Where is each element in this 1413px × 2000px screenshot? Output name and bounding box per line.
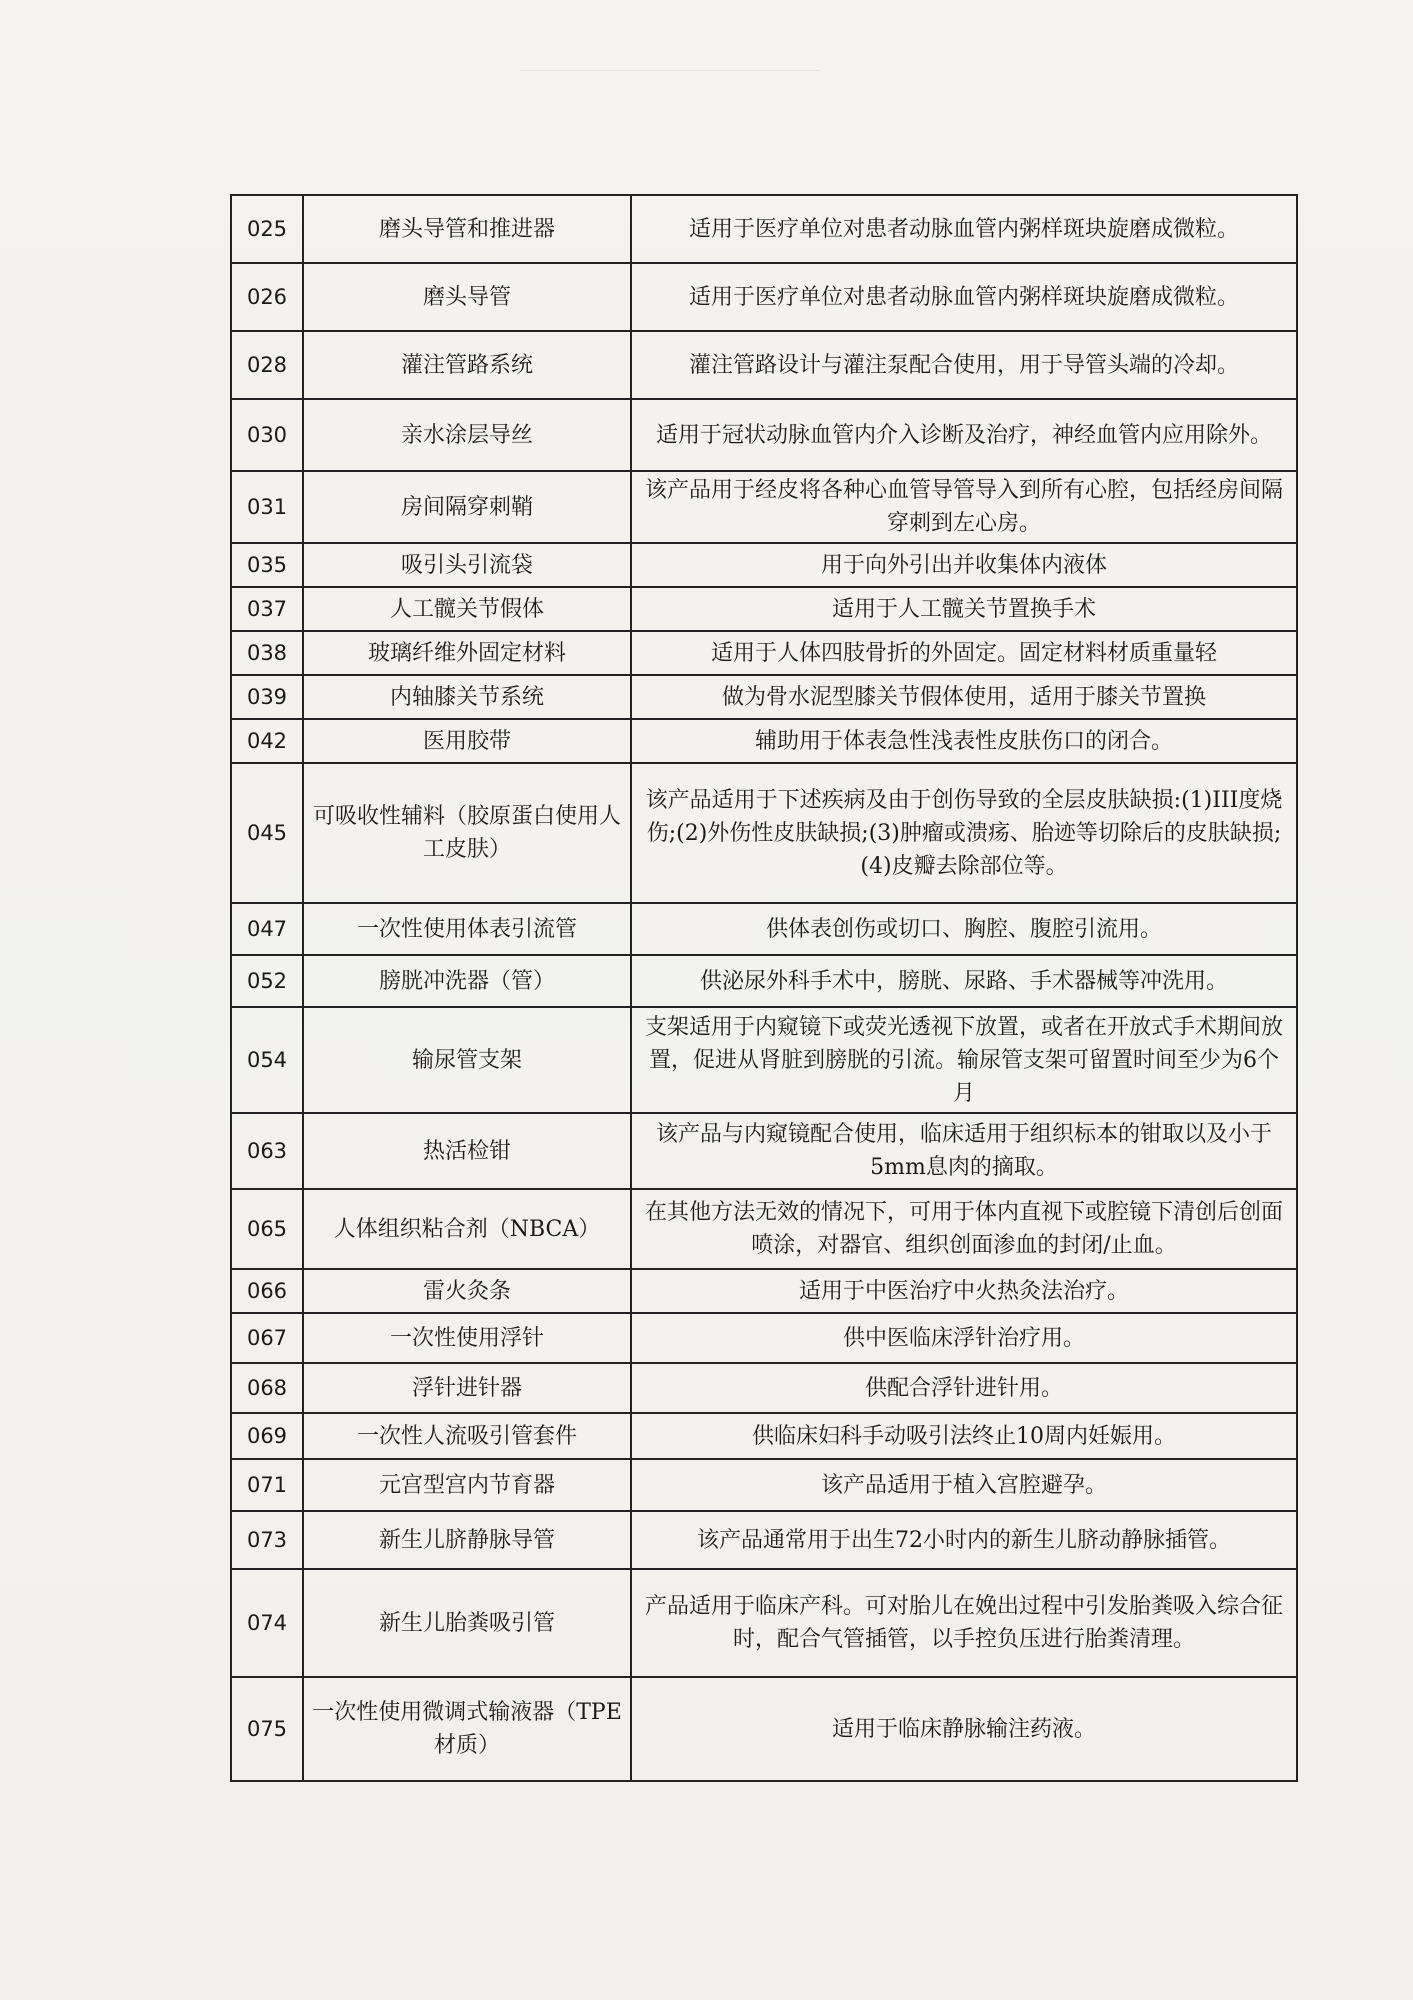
row-name: 医用胶带: [303, 719, 631, 763]
row-desc: 适用于医疗单位对患者动脉血管内粥样斑块旋磨成微粒。: [631, 263, 1297, 331]
row-desc: 该产品用于经皮将各种心血管导管导入到所有心腔，包括经房间隔穿刺到左心房。: [631, 471, 1297, 543]
row-code: 074: [231, 1569, 303, 1677]
row-name: 元宫型宫内节育器: [303, 1459, 631, 1511]
table-row: [231, 1269, 1297, 1313]
row-code: 042: [231, 719, 303, 763]
row-name: 一次性使用微调式输液器（TPE材质）: [303, 1677, 631, 1781]
table-row: [231, 1007, 1297, 1113]
table-row: [231, 719, 1297, 763]
row-name: 吸引头引流袋: [303, 543, 631, 587]
row-name: 可吸收性辅料（胶原蛋白使用人工皮肤）: [303, 763, 631, 903]
product-table: [230, 194, 1298, 1782]
table-row: [231, 675, 1297, 719]
row-name: 一次性人流吸引管套件: [303, 1413, 631, 1459]
row-name: 雷火灸条: [303, 1269, 631, 1313]
row-desc: 灌注管路设计与灌注泵配合使用，用于导管头端的冷却。: [631, 331, 1297, 399]
row-desc: 支架适用于内窥镜下或荧光透视下放置，或者在开放式手术期间放置，促进从肾脏到膀胱的引流。输尿管支架可留置时间至少为6个月: [631, 1007, 1297, 1113]
row-name: 一次性使用体表引流管: [303, 903, 631, 955]
row-name: 膀胱冲洗器（管）: [303, 955, 631, 1007]
table-row: [231, 1511, 1297, 1569]
row-desc: 在其他方法无效的情况下，可用于体内直视下或腔镜下清创后创面喷涂，对器官、组织创面渗血的封闭/止血。: [631, 1189, 1297, 1269]
row-desc: 该产品通常用于出生72小时内的新生儿脐动静脉插管。: [631, 1511, 1297, 1569]
row-code: 037: [231, 587, 303, 631]
table-row: [231, 1459, 1297, 1511]
row-desc: 供泌尿外科手术中，膀胱、尿路、手术器械等冲洗用。: [631, 955, 1297, 1007]
row-code: 063: [231, 1113, 303, 1189]
row-desc: 适用于人体四肢骨折的外固定。固定材料材质重量轻: [631, 631, 1297, 675]
row-desc: 适用于中医治疗中火热灸法治疗。: [631, 1269, 1297, 1313]
table-row: [231, 1313, 1297, 1363]
table-row: [231, 587, 1297, 631]
table-row: [231, 1363, 1297, 1413]
row-name: 亲水涂层导丝: [303, 399, 631, 471]
row-code: 071: [231, 1459, 303, 1511]
row-code: 026: [231, 263, 303, 331]
row-desc: 适用于人工髋关节置换手术: [631, 587, 1297, 631]
row-desc: 供配合浮针进针用。: [631, 1363, 1297, 1413]
table-row: [231, 263, 1297, 331]
row-name: 输尿管支架: [303, 1007, 631, 1113]
row-code: 054: [231, 1007, 303, 1113]
row-name: 房间隔穿刺鞘: [303, 471, 631, 543]
row-name: 磨头导管: [303, 263, 631, 331]
row-desc: 做为骨水泥型膝关节假体使用，适用于膝关节置换: [631, 675, 1297, 719]
product-table-body: [231, 195, 1297, 1781]
table-row: [231, 331, 1297, 399]
row-desc: 适用于医疗单位对患者动脉血管内粥样斑块旋磨成微粒。: [631, 195, 1297, 263]
row-desc: 辅助用于体表急性浅表性皮肤伤口的闭合。: [631, 719, 1297, 763]
row-code: 066: [231, 1269, 303, 1313]
row-desc: 用于向外引出并收集体内液体: [631, 543, 1297, 587]
row-name: 浮针进针器: [303, 1363, 631, 1413]
table-row: [231, 1569, 1297, 1677]
table-row: [231, 543, 1297, 587]
row-name: 人工髋关节假体: [303, 587, 631, 631]
row-desc: 适用于临床静脉输注药液。: [631, 1677, 1297, 1781]
row-desc: 供临床妇科手动吸引法终止10周内妊娠用。: [631, 1413, 1297, 1459]
row-name: 人体组织粘合剂（NBCA）: [303, 1189, 631, 1269]
table-row: [231, 1413, 1297, 1459]
row-desc: 适用于冠状动脉血管内介入诊断及治疗，神经血管内应用除外。: [631, 399, 1297, 471]
row-desc: 产品适用于临床产科。可对胎儿在娩出过程中引发胎粪吸入综合征时，配合气管插管，以手控负压进行胎粪清理。: [631, 1569, 1297, 1677]
table-row: [231, 1677, 1297, 1781]
row-desc: 该产品适用于下述疾病及由于创伤导致的全层皮肤缺损:(1)III度烧伤;(2)外伤性皮肤缺损;(3)肿瘤或溃疡、胎迹等切除后的皮肤缺损;(4)皮瓣去除部位等。: [631, 763, 1297, 903]
row-code: 031: [231, 471, 303, 543]
row-code: 045: [231, 763, 303, 903]
row-code: 039: [231, 675, 303, 719]
table-row: [231, 955, 1297, 1007]
row-name: 灌注管路系统: [303, 331, 631, 399]
row-name: 玻璃纤维外固定材料: [303, 631, 631, 675]
row-code: 073: [231, 1511, 303, 1569]
row-name: 磨头导管和推进器: [303, 195, 631, 263]
table-row: [231, 763, 1297, 903]
row-code: 065: [231, 1189, 303, 1269]
row-code: 047: [231, 903, 303, 955]
row-code: 068: [231, 1363, 303, 1413]
row-desc: 供中医临床浮针治疗用。: [631, 1313, 1297, 1363]
table-row: [231, 1113, 1297, 1189]
row-name: 新生儿脐静脉导管: [303, 1511, 631, 1569]
row-desc: 该产品与内窥镜配合使用，临床适用于组织标本的钳取以及小于5mm息肉的摘取。: [631, 1113, 1297, 1189]
row-code: 028: [231, 331, 303, 399]
row-name: 新生儿胎粪吸引管: [303, 1569, 631, 1677]
row-code: 075: [231, 1677, 303, 1781]
row-desc: 该产品适用于植入宫腔避孕。: [631, 1459, 1297, 1511]
row-code: 052: [231, 955, 303, 1007]
table-row: [231, 471, 1297, 543]
table-row: [231, 1189, 1297, 1269]
row-code: 025: [231, 195, 303, 263]
row-name: 热活检钳: [303, 1113, 631, 1189]
row-name: 内轴膝关节系统: [303, 675, 631, 719]
table-row: [231, 631, 1297, 675]
table-row: [231, 195, 1297, 263]
table-row: [231, 903, 1297, 955]
row-code: 030: [231, 399, 303, 471]
row-code: 038: [231, 631, 303, 675]
row-desc: 供体表创伤或切口、胸腔、腹腔引流用。: [631, 903, 1297, 955]
row-code: 069: [231, 1413, 303, 1459]
row-name: 一次性使用浮针: [303, 1313, 631, 1363]
row-code: 035: [231, 543, 303, 587]
bleed-through-mark: [520, 0, 820, 71]
table-row: [231, 399, 1297, 471]
row-code: 067: [231, 1313, 303, 1363]
